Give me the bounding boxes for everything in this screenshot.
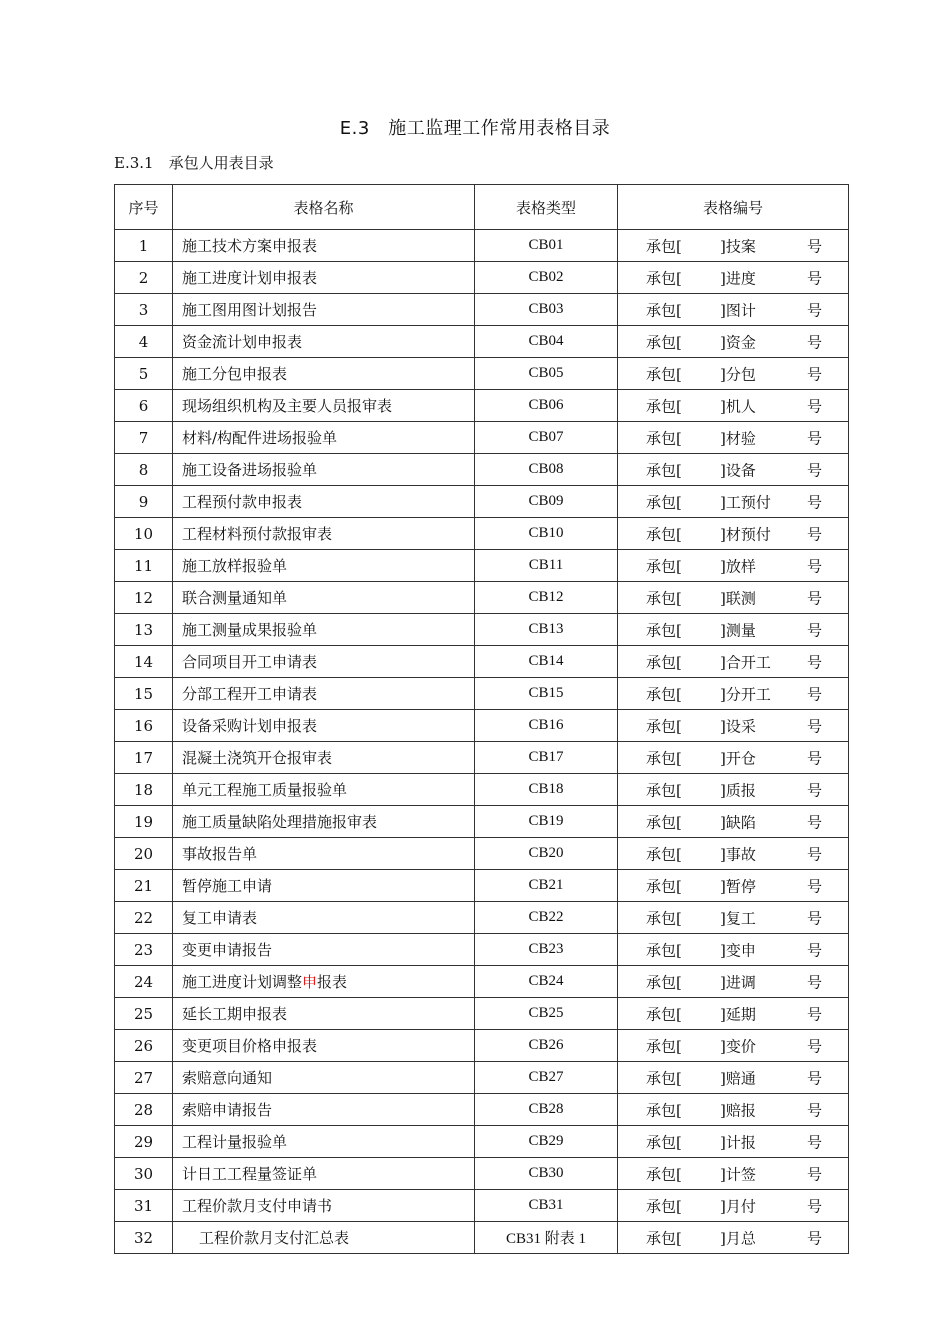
row-serial-number: 7 bbox=[115, 422, 173, 454]
row-form-code bbox=[618, 1030, 849, 1062]
code-suffix: 号 bbox=[807, 845, 823, 863]
header-form-code: 表格编号 bbox=[618, 185, 849, 230]
row-form-name: 混凝土浇筑开仓报审表 bbox=[173, 742, 475, 774]
row-serial-number: 31 bbox=[115, 1190, 173, 1222]
code-prefix: 承包[ bbox=[646, 1133, 682, 1151]
code-prefix: 承包[ bbox=[646, 653, 682, 671]
row-form-name: 索赔意向通知 bbox=[173, 1062, 475, 1094]
row-form-type: CB12 bbox=[475, 582, 618, 614]
code-prefix: 承包[ bbox=[646, 1165, 682, 1183]
code-suffix: 号 bbox=[807, 813, 823, 831]
row-form-name: 设备采购计划申报表 bbox=[173, 710, 475, 742]
row-form-type: CB08 bbox=[475, 454, 618, 486]
code-suffix: 号 bbox=[807, 1229, 823, 1247]
code-prefix: 承包[ bbox=[646, 397, 682, 415]
row-form-code bbox=[618, 1062, 849, 1094]
table-row bbox=[115, 678, 849, 710]
row-form-name: 合同项目开工申请表 bbox=[173, 646, 475, 678]
row-serial-number: 26 bbox=[115, 1030, 173, 1062]
row-form-type: CB19 bbox=[475, 806, 618, 838]
row-form-name: 复工申请表 bbox=[173, 902, 475, 934]
row-form-name: 材料/构配件进场报验单 bbox=[173, 422, 475, 454]
code-abbreviation: ]暂停 bbox=[720, 877, 756, 895]
code-abbreviation: ]分开工 bbox=[720, 685, 771, 703]
table-header-row bbox=[115, 185, 849, 230]
code-prefix: 承包[ bbox=[646, 845, 682, 863]
row-form-code bbox=[618, 742, 849, 774]
row-form-code bbox=[618, 422, 849, 454]
row-form-code bbox=[618, 774, 849, 806]
code-abbreviation: ]月总 bbox=[720, 1229, 756, 1247]
code-suffix: 号 bbox=[807, 301, 823, 319]
row-serial-number: 5 bbox=[115, 358, 173, 390]
row-serial-number: 30 bbox=[115, 1158, 173, 1190]
row-form-type: CB25 bbox=[475, 998, 618, 1030]
row-form-type: CB20 bbox=[475, 838, 618, 870]
highlighted-char: 申 bbox=[302, 973, 318, 991]
row-serial-number: 15 bbox=[115, 678, 173, 710]
form-catalog-table bbox=[114, 184, 849, 1254]
row-form-name: 计日工工程量签证单 bbox=[173, 1158, 475, 1190]
code-suffix: 号 bbox=[807, 685, 823, 703]
code-suffix: 号 bbox=[807, 397, 823, 415]
code-prefix: 承包[ bbox=[646, 557, 682, 575]
row-form-code bbox=[618, 486, 849, 518]
code-suffix: 号 bbox=[807, 1165, 823, 1183]
row-form-code bbox=[618, 230, 849, 262]
row-form-code bbox=[618, 614, 849, 646]
table-row bbox=[115, 838, 849, 870]
table-row bbox=[115, 518, 849, 550]
row-form-type: CB05 bbox=[475, 358, 618, 390]
row-form-code bbox=[618, 454, 849, 486]
code-abbreviation: ]月付 bbox=[720, 1197, 756, 1215]
code-suffix: 号 bbox=[807, 1101, 823, 1119]
row-form-code bbox=[618, 1094, 849, 1126]
table-row bbox=[115, 998, 849, 1030]
row-form-code bbox=[618, 518, 849, 550]
code-prefix: 承包[ bbox=[646, 269, 682, 287]
code-abbreviation: ]图计 bbox=[720, 301, 756, 319]
code-abbreviation: ]延期 bbox=[720, 1005, 756, 1023]
code-prefix: 承包[ bbox=[646, 1069, 682, 1087]
row-form-name: 施工设备进场报验单 bbox=[173, 454, 475, 486]
row-form-name: 资金流计划申报表 bbox=[173, 326, 475, 358]
row-form-type: CB11 bbox=[475, 550, 618, 582]
code-suffix: 号 bbox=[807, 973, 823, 991]
row-serial-number: 27 bbox=[115, 1062, 173, 1094]
row-serial-number: 14 bbox=[115, 646, 173, 678]
code-abbreviation: ]联测 bbox=[720, 589, 756, 607]
row-form-code bbox=[618, 934, 849, 966]
code-suffix: 号 bbox=[807, 1037, 823, 1055]
row-form-name: 施工放样报验单 bbox=[173, 550, 475, 582]
row-form-type: CB23 bbox=[475, 934, 618, 966]
code-suffix: 号 bbox=[807, 557, 823, 575]
code-abbreviation: ]计报 bbox=[720, 1133, 756, 1151]
code-prefix: 承包[ bbox=[646, 877, 682, 895]
row-form-type: CB28 bbox=[475, 1094, 618, 1126]
row-form-type: CB31 bbox=[475, 1190, 618, 1222]
row-form-type: CB13 bbox=[475, 614, 618, 646]
section-subtitle: E.3.1 承包人用表目录 bbox=[114, 154, 274, 172]
code-abbreviation: ]合开工 bbox=[720, 653, 771, 671]
table-row bbox=[115, 1190, 849, 1222]
code-suffix: 号 bbox=[807, 877, 823, 895]
code-abbreviation: ]事故 bbox=[720, 845, 756, 863]
row-form-code bbox=[618, 998, 849, 1030]
row-form-code bbox=[618, 326, 849, 358]
code-suffix: 号 bbox=[807, 941, 823, 959]
code-abbreviation: ]资金 bbox=[720, 333, 756, 351]
code-prefix: 承包[ bbox=[646, 685, 682, 703]
row-form-type: CB21 bbox=[475, 870, 618, 902]
row-form-type: CB06 bbox=[475, 390, 618, 422]
code-suffix: 号 bbox=[807, 525, 823, 543]
code-suffix: 号 bbox=[807, 653, 823, 671]
code-abbreviation: ]进调 bbox=[720, 973, 756, 991]
code-prefix: 承包[ bbox=[646, 1101, 682, 1119]
row-form-name: 施工技术方案申报表 bbox=[173, 230, 475, 262]
code-abbreviation: ]工预付 bbox=[720, 493, 771, 511]
table-row bbox=[115, 1126, 849, 1158]
code-abbreviation: ]变价 bbox=[720, 1037, 756, 1055]
row-form-type: CB02 bbox=[475, 262, 618, 294]
code-prefix: 承包[ bbox=[646, 493, 682, 511]
code-abbreviation: ]测量 bbox=[720, 621, 756, 639]
row-form-type: CB29 bbox=[475, 1126, 618, 1158]
table-row bbox=[115, 294, 849, 326]
row-form-type: CB18 bbox=[475, 774, 618, 806]
code-suffix: 号 bbox=[807, 749, 823, 767]
row-serial-number: 23 bbox=[115, 934, 173, 966]
row-form-name: 施工图用图计划报告 bbox=[173, 294, 475, 326]
code-suffix: 号 bbox=[807, 237, 823, 255]
row-form-code bbox=[618, 870, 849, 902]
table-row bbox=[115, 582, 849, 614]
row-form-type: CB17 bbox=[475, 742, 618, 774]
code-abbreviation: ]设备 bbox=[720, 461, 756, 479]
row-form-name: 单元工程施工质量报验单 bbox=[173, 774, 475, 806]
table-row bbox=[115, 326, 849, 358]
table-row bbox=[115, 902, 849, 934]
row-form-code bbox=[618, 710, 849, 742]
row-serial-number: 4 bbox=[115, 326, 173, 358]
code-abbreviation: ]设采 bbox=[720, 717, 756, 735]
table-row bbox=[115, 390, 849, 422]
table-row bbox=[115, 262, 849, 294]
code-prefix: 承包[ bbox=[646, 237, 682, 255]
code-suffix: 号 bbox=[807, 621, 823, 639]
table-row bbox=[115, 774, 849, 806]
code-prefix: 承包[ bbox=[646, 525, 682, 543]
table-row bbox=[115, 806, 849, 838]
row-form-code bbox=[618, 1190, 849, 1222]
row-serial-number: 20 bbox=[115, 838, 173, 870]
row-serial-number: 3 bbox=[115, 294, 173, 326]
header-form-type: 表格类型 bbox=[475, 185, 618, 230]
code-prefix: 承包[ bbox=[646, 301, 682, 319]
row-serial-number: 16 bbox=[115, 710, 173, 742]
row-serial-number: 29 bbox=[115, 1126, 173, 1158]
code-abbreviation: ]计签 bbox=[720, 1165, 756, 1183]
code-abbreviation: ]分包 bbox=[720, 365, 756, 383]
code-abbreviation: ]缺陷 bbox=[720, 813, 756, 831]
row-form-code bbox=[618, 1158, 849, 1190]
code-prefix: 承包[ bbox=[646, 1229, 682, 1247]
code-prefix: 承包[ bbox=[646, 1197, 682, 1215]
code-abbreviation: ]赔报 bbox=[720, 1101, 756, 1119]
code-suffix: 号 bbox=[807, 1197, 823, 1215]
header-serial-number: 序号 bbox=[115, 185, 173, 230]
code-suffix: 号 bbox=[807, 1005, 823, 1023]
table-row bbox=[115, 870, 849, 902]
row-form-type: CB01 bbox=[475, 230, 618, 262]
code-prefix: 承包[ bbox=[646, 973, 682, 991]
code-prefix: 承包[ bbox=[646, 365, 682, 383]
row-form-name: 延长工期申报表 bbox=[173, 998, 475, 1030]
row-serial-number: 28 bbox=[115, 1094, 173, 1126]
code-suffix: 号 bbox=[807, 1069, 823, 1087]
table-row bbox=[115, 710, 849, 742]
row-form-code bbox=[618, 1222, 849, 1254]
row-form-name: 暂停施工申请 bbox=[173, 870, 475, 902]
row-form-name: 施工质量缺陷处理措施报审表 bbox=[173, 806, 475, 838]
code-abbreviation: ]复工 bbox=[720, 909, 756, 927]
row-serial-number: 22 bbox=[115, 902, 173, 934]
row-form-type: CB10 bbox=[475, 518, 618, 550]
code-abbreviation: ]赔通 bbox=[720, 1069, 756, 1087]
row-serial-number: 9 bbox=[115, 486, 173, 518]
row-form-type: CB16 bbox=[475, 710, 618, 742]
code-prefix: 承包[ bbox=[646, 717, 682, 735]
code-prefix: 承包[ bbox=[646, 749, 682, 767]
table-row bbox=[115, 1158, 849, 1190]
table-row bbox=[115, 614, 849, 646]
row-form-code bbox=[618, 806, 849, 838]
code-abbreviation: ]放样 bbox=[720, 557, 756, 575]
row-form-name: 工程价款月支付申请书 bbox=[173, 1190, 475, 1222]
table-row bbox=[115, 358, 849, 390]
table-row bbox=[115, 422, 849, 454]
row-serial-number: 11 bbox=[115, 550, 173, 582]
row-serial-number: 25 bbox=[115, 998, 173, 1030]
row-form-code bbox=[618, 646, 849, 678]
row-form-code bbox=[618, 582, 849, 614]
row-form-type: CB04 bbox=[475, 326, 618, 358]
table-row bbox=[115, 486, 849, 518]
code-suffix: 号 bbox=[807, 365, 823, 383]
row-form-code bbox=[618, 390, 849, 422]
row-serial-number: 24 bbox=[115, 966, 173, 998]
code-prefix: 承包[ bbox=[646, 621, 682, 639]
row-form-name: 现场组织机构及主要人员报审表 bbox=[173, 390, 475, 422]
table-row bbox=[115, 1030, 849, 1062]
form-name-part: 施工进度计划调整 bbox=[182, 973, 303, 991]
row-form-code bbox=[618, 262, 849, 294]
table-row bbox=[115, 550, 849, 582]
code-prefix: 承包[ bbox=[646, 429, 682, 447]
row-serial-number: 12 bbox=[115, 582, 173, 614]
table-row bbox=[115, 1094, 849, 1126]
row-serial-number: 21 bbox=[115, 870, 173, 902]
code-abbreviation: ]技案 bbox=[720, 237, 756, 255]
code-prefix: 承包[ bbox=[646, 461, 682, 479]
code-prefix: 承包[ bbox=[646, 333, 682, 351]
page-title: E.3 施工监理工作常用表格目录 bbox=[339, 118, 611, 139]
row-serial-number: 1 bbox=[115, 230, 173, 262]
table-row bbox=[115, 934, 849, 966]
code-prefix: 承包[ bbox=[646, 941, 682, 959]
form-name-part: 报表 bbox=[317, 973, 348, 991]
table-row bbox=[115, 1222, 849, 1254]
code-suffix: 号 bbox=[807, 269, 823, 287]
row-form-name: 变更申请报告 bbox=[173, 934, 475, 966]
code-suffix: 号 bbox=[807, 1133, 823, 1151]
row-form-type: CB30 bbox=[475, 1158, 618, 1190]
row-serial-number: 6 bbox=[115, 390, 173, 422]
code-abbreviation: ]变申 bbox=[720, 941, 756, 959]
code-prefix: 承包[ bbox=[646, 1005, 682, 1023]
row-form-type: CB22 bbox=[475, 902, 618, 934]
code-suffix: 号 bbox=[807, 461, 823, 479]
row-form-name: 施工分包申报表 bbox=[173, 358, 475, 390]
row-form-name: 变更项目价格申报表 bbox=[173, 1030, 475, 1062]
code-abbreviation: ]开仓 bbox=[720, 749, 756, 767]
table-row bbox=[115, 454, 849, 486]
code-suffix: 号 bbox=[807, 909, 823, 927]
row-serial-number: 17 bbox=[115, 742, 173, 774]
row-serial-number: 8 bbox=[115, 454, 173, 486]
row-form-type: CB14 bbox=[475, 646, 618, 678]
code-abbreviation: ]进度 bbox=[720, 269, 756, 287]
row-form-code bbox=[618, 1126, 849, 1158]
row-form-code bbox=[618, 902, 849, 934]
row-form-type: CB07 bbox=[475, 422, 618, 454]
row-form-code bbox=[618, 550, 849, 582]
table-row bbox=[115, 1062, 849, 1094]
code-suffix: 号 bbox=[807, 717, 823, 735]
row-form-name: 施工进度计划申报表 bbox=[173, 262, 475, 294]
code-abbreviation: ]机人 bbox=[720, 397, 756, 415]
row-form-name: 分部工程开工申请表 bbox=[173, 678, 475, 710]
row-form-code bbox=[618, 838, 849, 870]
row-form-type: CB31 附表 1 bbox=[475, 1222, 618, 1254]
row-form-code bbox=[618, 966, 849, 998]
code-prefix: 承包[ bbox=[646, 813, 682, 831]
table-row bbox=[115, 966, 849, 998]
row-form-name bbox=[173, 966, 475, 998]
row-form-name: 联合测量通知单 bbox=[173, 582, 475, 614]
row-serial-number: 2 bbox=[115, 262, 173, 294]
code-suffix: 号 bbox=[807, 429, 823, 447]
row-form-name: 工程材料预付款报审表 bbox=[173, 518, 475, 550]
code-abbreviation: ]材验 bbox=[720, 429, 756, 447]
row-form-type: CB09 bbox=[475, 486, 618, 518]
row-form-name: 工程计量报验单 bbox=[173, 1126, 475, 1158]
row-serial-number: 32 bbox=[115, 1222, 173, 1254]
code-suffix: 号 bbox=[807, 333, 823, 351]
row-serial-number: 10 bbox=[115, 518, 173, 550]
row-form-type: CB03 bbox=[475, 294, 618, 326]
row-form-type: CB27 bbox=[475, 1062, 618, 1094]
code-prefix: 承包[ bbox=[646, 1037, 682, 1055]
row-form-name: 事故报告单 bbox=[173, 838, 475, 870]
row-serial-number: 13 bbox=[115, 614, 173, 646]
row-form-type: CB24 bbox=[475, 966, 618, 998]
code-suffix: 号 bbox=[807, 781, 823, 799]
table-row bbox=[115, 646, 849, 678]
row-form-name: 工程价款月支付汇总表 bbox=[173, 1222, 475, 1254]
row-form-code bbox=[618, 294, 849, 326]
code-prefix: 承包[ bbox=[646, 781, 682, 799]
code-suffix: 号 bbox=[807, 493, 823, 511]
table-row bbox=[115, 230, 849, 262]
code-abbreviation: ]质报 bbox=[720, 781, 756, 799]
row-form-name: 施工测量成果报验单 bbox=[173, 614, 475, 646]
row-form-name: 工程预付款申报表 bbox=[173, 486, 475, 518]
code-suffix: 号 bbox=[807, 589, 823, 607]
code-abbreviation: ]材预付 bbox=[720, 525, 771, 543]
row-form-code bbox=[618, 678, 849, 710]
row-form-name: 索赔申请报告 bbox=[173, 1094, 475, 1126]
table-row bbox=[115, 742, 849, 774]
header-form-name: 表格名称 bbox=[173, 185, 475, 230]
row-form-code bbox=[618, 358, 849, 390]
row-serial-number: 18 bbox=[115, 774, 173, 806]
row-serial-number: 19 bbox=[115, 806, 173, 838]
row-form-type: CB15 bbox=[475, 678, 618, 710]
code-prefix: 承包[ bbox=[646, 909, 682, 927]
row-form-type: CB26 bbox=[475, 1030, 618, 1062]
code-prefix: 承包[ bbox=[646, 589, 682, 607]
